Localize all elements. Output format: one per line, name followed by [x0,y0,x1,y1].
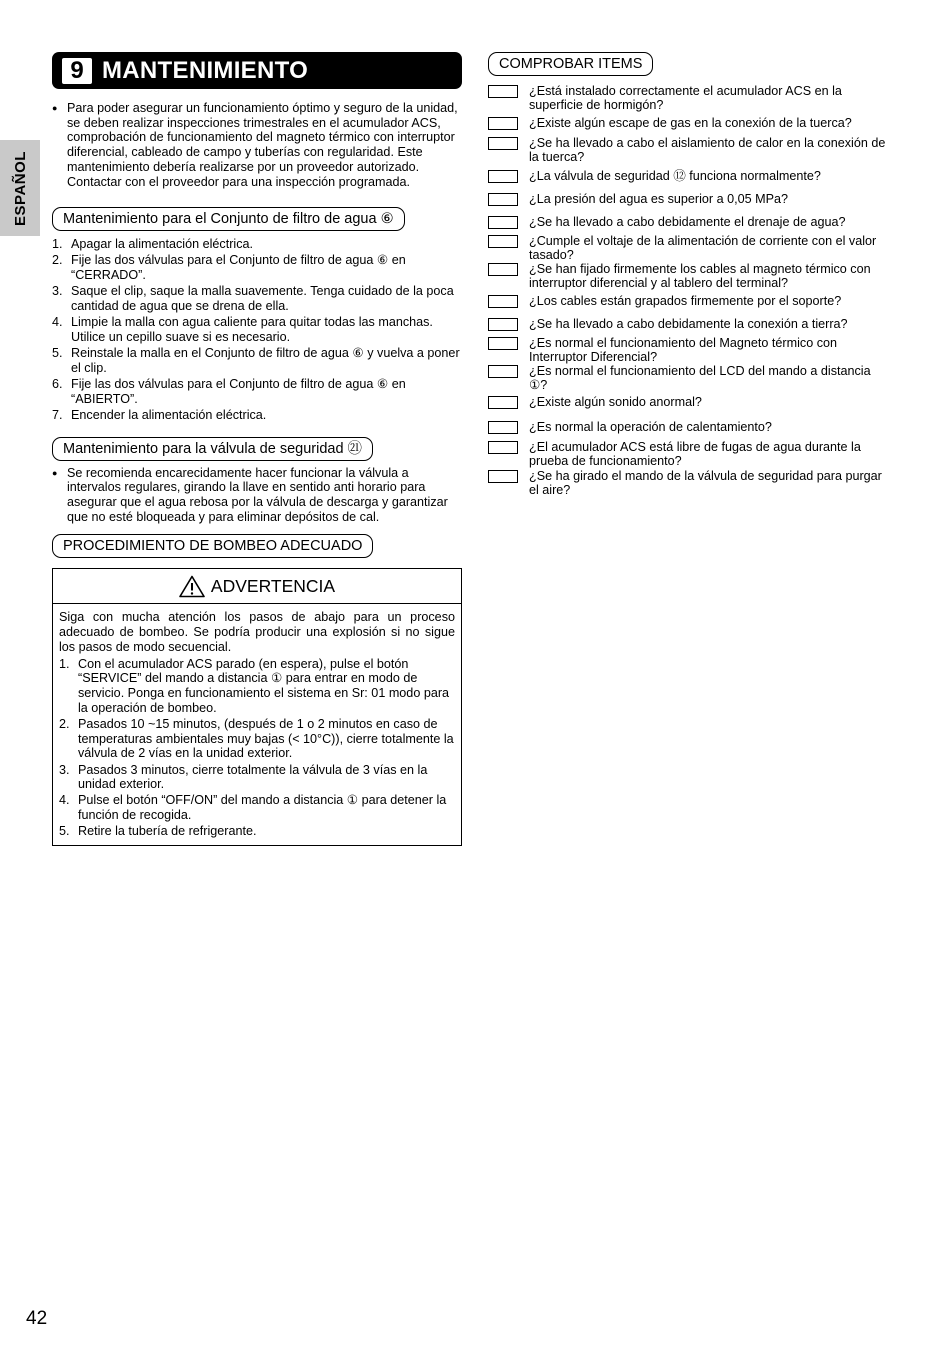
page-number: 42 [26,1308,48,1329]
check-item [488,192,888,206]
step-number: 4. [52,315,63,330]
warning-header [53,569,461,604]
check-item [488,262,888,291]
step-number: 2. [52,253,63,268]
filter-section [52,207,462,422]
check-box[interactable] [488,318,518,331]
pumpdown-heading: PROCEDIMIENTO DE BOMBEO ADECUADO [52,534,373,558]
step-number: 1. [59,656,70,671]
check-item-text: ¿Existe algún escape de gas en la conexión de la tuerca? [529,116,852,130]
check-item [488,84,888,113]
step-number: 7. [52,407,63,422]
step-item [59,657,455,716]
step-text: Apagar la alimentación eléctrica. [71,237,254,252]
filter-steps [52,237,462,422]
check-box[interactable] [488,235,518,248]
step-text: Fije las dos válvulas para el Conjunto de filtro de agua ⑥ en “CERRADO”. [71,253,406,283]
check-box[interactable] [488,85,518,98]
step-item [52,284,462,313]
step-text: Retire la tubería de refrigerante. [78,824,257,839]
step-text: Limpie la malla con agua caliente para quitar todas las manchas. Utilice un cepillo suave si es necesario. [71,315,433,344]
section-header [52,52,462,89]
step-text: Fije las dos válvulas para el Conjunto de filtro de agua ⑥ en “ABIERTO”. [71,377,406,406]
step-number: 2. [59,716,70,731]
check-box[interactable] [488,365,518,378]
check-item-text: ¿Se ha llevado a cabo debidamente el drenaje de agua? [529,215,846,229]
check-item [488,336,888,365]
step-number: 5. [59,824,70,839]
check-item-text: ¿El acumulador ACS está libre de fugas de agua durante la prueba de funcionamiento? [529,440,861,469]
check-item-text: ¿La válvula de seguridad ⑫ funciona normalmente? [529,169,821,183]
check-item-text: ¿Existe algún sonido anormal? [529,395,702,409]
check-item-text: ¿Los cables están grapados firmemente por el soporte? [529,294,842,308]
check-item [488,169,888,183]
step-number: 4. [59,793,70,808]
check-item [488,215,888,229]
check-item-text: ¿Se ha llevado a cabo el aislamiento de calor en la conexión de la tuerca? [529,136,886,165]
check-item [488,395,888,409]
step-item [52,377,462,406]
valve-section [52,437,462,525]
check-item-text: ¿Es normal la operación de calentamiento? [529,420,772,434]
warning-body [53,604,461,844]
step-number: 6. [52,377,63,392]
step-item [52,315,462,344]
step-text: Con el acumulador ACS parado (en espera), pulse el botón “SERVICE” del mando a distancia ① para entrar en modo de servicio. Ponga en funcionamiento el sistema en Sr: 01 modo para la operación de bombeo. [78,656,450,715]
check-item [488,116,888,130]
step-text: Pasados 3 minutos, cierre totalmente la válvula de 3 vías en la unidad exterior. [78,762,428,792]
pumpdown-steps [59,657,455,839]
step-text: Pasados 10 ~15 minutos, (después de 1 o 2 minutos en caso de temperaturas ambientales muy bajas (< 10°C)), cierre totalmente la válvula de 2 vías en la unidad exterior. [78,716,454,761]
step-item [52,346,462,375]
warning-title: ADVERTENCIA [210,575,336,596]
check-item-text: ¿Se han fijado firmemente los cables al magneto térmico con interruptor diferencial y al tablero del terminal? [529,262,871,291]
step-item [59,824,455,839]
intro-paragraph: ● Para poder asegurar un funcionamiento óptimo y seguro de la unidad, se deben realizar inspecciones trimestrales en el acumulador ACS, comprobación de funcionamiento del magneto térmico con interruptor diferencial, cableado de campo y tuberías con regularidad. Este mantenimiento debería realizarse por un proveedor autorizado. Contactar con el proveedor para una inspección programada. [52,101,462,189]
valve-paragraph: ● Se recomienda encarecidamente hacer funcionar la válvula a intervalos regulares, girando la llave en sentido anti horario para asegurar que el agua rebosa por la válvula de descarga y garantizar que no esté bloqueada y para eliminar depósitos de cal. [52,466,462,525]
step-text: Reinstale la malla en el Conjunto de filtro de agua ⑥ y vuelva a poner el clip. [71,346,460,375]
step-number: 3. [52,284,63,299]
check-list [488,84,888,504]
check-box[interactable] [488,216,518,229]
filter-heading: Mantenimiento para el Conjunto de filtro de agua ⑥ [52,207,405,231]
check-item-text: ¿Es normal el funcionamiento del Magneto térmico con Interruptor Diferencial? [529,336,837,365]
check-box[interactable] [488,337,518,350]
check-box[interactable] [488,170,518,183]
right-column [488,52,888,504]
check-box[interactable] [488,396,518,409]
check-box[interactable] [488,137,518,150]
step-item [59,763,455,792]
check-box[interactable] [488,421,518,434]
check-box[interactable] [488,193,518,206]
step-number: 3. [59,762,70,777]
language-label: ESPAÑOL [11,150,29,226]
step-item [59,717,455,761]
check-item [488,136,888,165]
check-item [488,440,888,469]
check-item [488,317,888,331]
step-number: 5. [52,346,63,361]
section-number: 9 [62,58,92,84]
step-text: Encender la alimentación eléctrica. [71,407,267,422]
check-item-text: ¿Cumple el voltaje de la alimentación de corriente con el valor tasado? [529,234,877,263]
warning-box [52,568,462,845]
pumpdown-section [52,534,462,845]
valve-heading: Mantenimiento para la válvula de seguridad ㉑ [52,437,373,461]
check-item [488,469,888,498]
check-item-text: ¿Está instalado correctamente el acumulador ACS en la superficie de hormigón? [529,84,842,113]
check-heading: COMPROBAR ITEMS [488,52,653,76]
check-item [488,420,888,434]
check-box[interactable] [488,117,518,130]
check-item [488,234,888,263]
step-item [52,408,462,423]
left-column [52,52,462,846]
step-item [52,237,462,252]
check-item-text: ¿Se ha girado el mando de la válvula de seguridad para purgar el aire? [529,469,882,498]
check-item [488,364,888,393]
check-item-text: ¿La presión del agua es superior a 0,05 MPa? [529,192,789,206]
check-box[interactable] [488,295,518,308]
step-text: Saque el clip, saque la malla suavemente. Tenga cuidado de la poca cantidad de agua que se drena de ella. [71,284,454,314]
check-box[interactable] [488,441,518,454]
check-item-text: ¿Es normal el funcionamiento del LCD del mando a distancia ①? [529,364,871,393]
check-box[interactable] [488,470,518,483]
step-item [59,793,455,822]
step-item [52,253,462,282]
check-box[interactable] [488,263,518,276]
warning-intro: Siga con mucha atención los pasos de abajo para un proceso adecuado de bombeo. Se podría producir una explosión si no sigue los pasos de modo secuencial. [59,610,455,654]
language-side-tab [0,140,40,236]
step-number: 1. [52,237,63,252]
warning-triangle-icon [179,575,205,598]
check-item [488,294,888,308]
section-title: MANTENIMIENTO [102,56,309,84]
check-item-text: ¿Se ha llevado a cabo debidamente la conexión a tierra? [529,317,848,331]
step-text: Pulse el botón “OFF/ON” del mando a distancia ① para detener la función de recogida. [78,793,447,823]
